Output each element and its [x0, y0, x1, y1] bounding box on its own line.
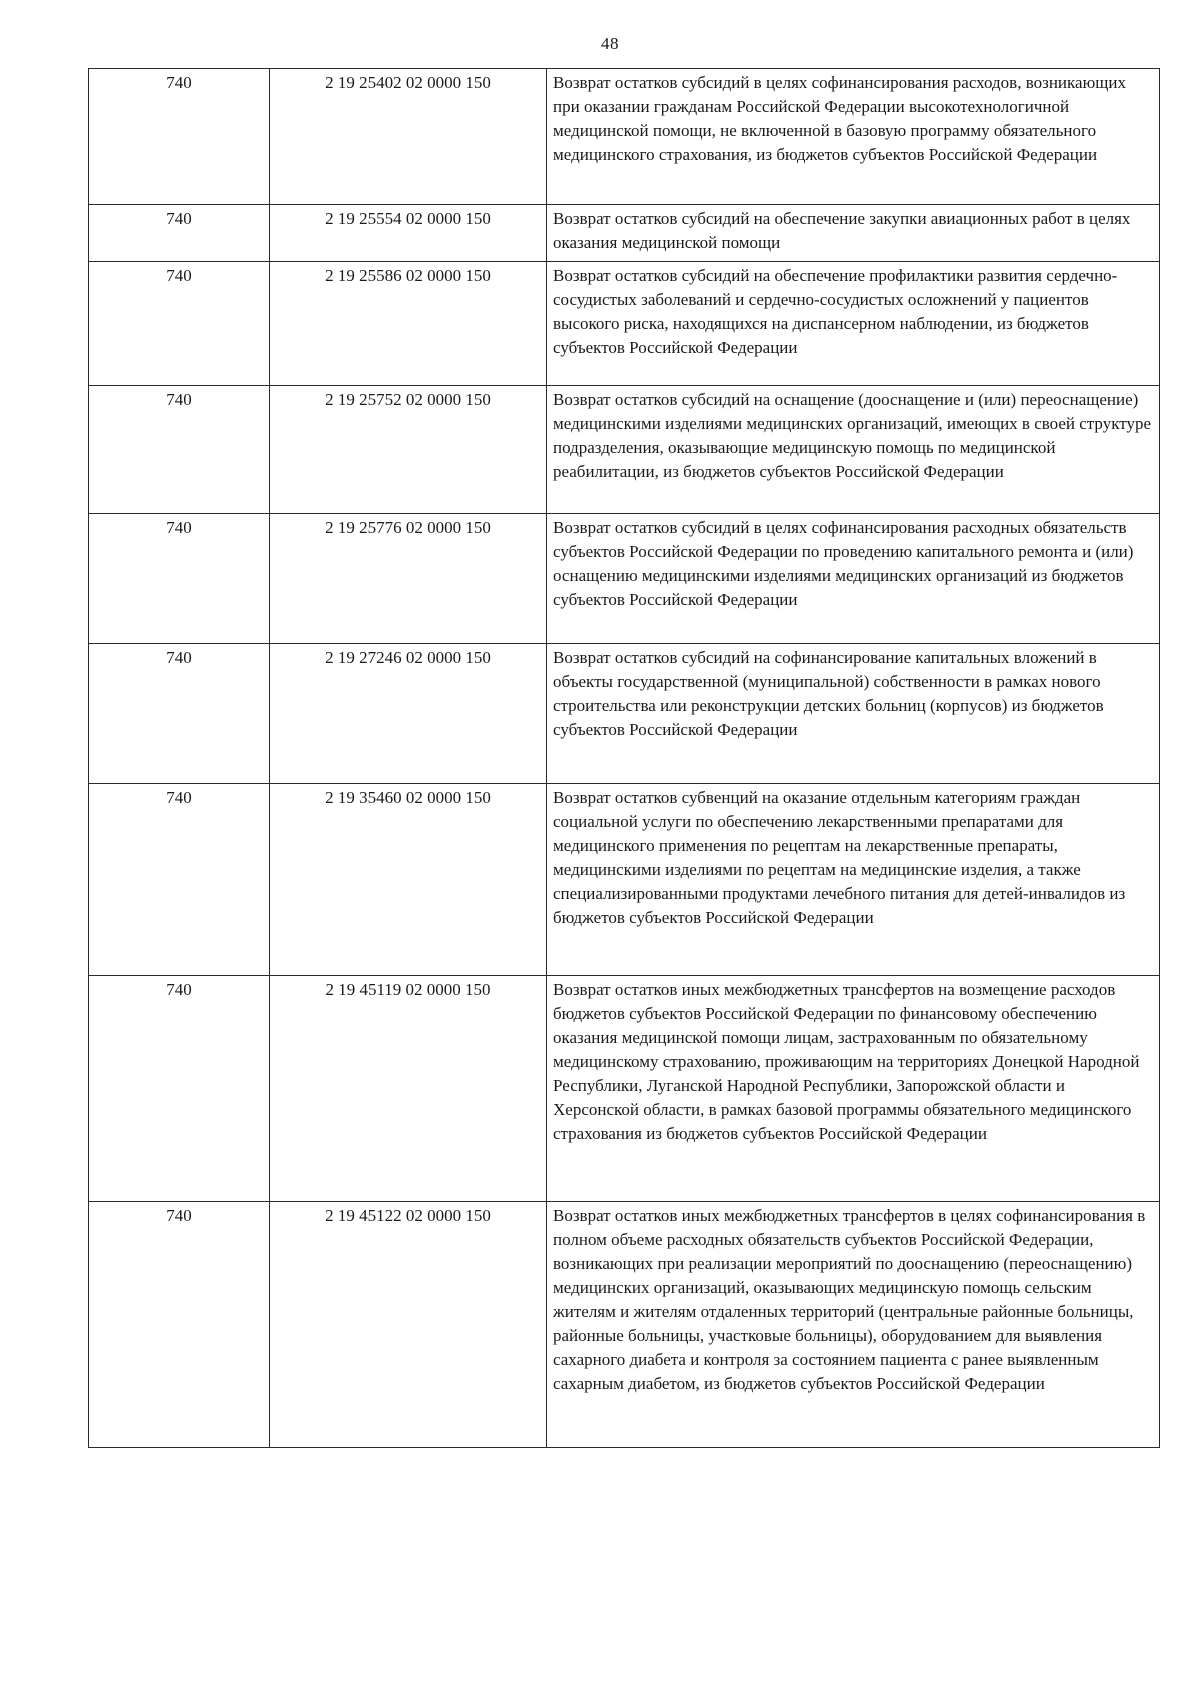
table-row [89, 205, 1160, 262]
admin-code-cell: 740 [89, 262, 270, 386]
admin-code-cell: 740 [89, 69, 270, 205]
description-cell: Возврат остатков субсидий на обеспечение закупки авиационных работ в целях оказания медицинской помощи [547, 205, 1160, 262]
admin-code-cell: 740 [89, 386, 270, 514]
budget-code-cell: 2 19 25586 02 0000 150 [270, 262, 547, 386]
description-cell: Возврат остатков субсидий в целях софинансирования расходных обязательств субъектов Российской Федерации по проведению капитального ремонта и (или) оснащению медицинскими изделиями медицинских организаций из бюджетов субъектов Российской Федерации [547, 514, 1160, 644]
description-cell: Возврат остатков субсидий на софинансирование капитальных вложений в объекты государственной (муниципальной) собственности в рамках нового строительства или реконструкции детских больниц (корпусов) из бюджетов субъектов Российской Федерации [547, 644, 1160, 784]
description-cell: Возврат остатков субсидий на оснащение (дооснащение и (или) переоснащение) медицинскими изделиями медицинских организаций, имеющих в своей структуре подразделения, оказывающие медицинскую помощь по медицинской реабилитации, из бюджетов субъектов Российской Федерации [547, 386, 1160, 514]
page-number: 48 [601, 34, 619, 53]
budget-code-cell: 2 19 35460 02 0000 150 [270, 784, 547, 976]
budget-code-cell: 2 19 25402 02 0000 150 [270, 69, 547, 205]
description-cell: Возврат остатков иных межбюджетных трансфертов на возмещение расходов бюджетов субъектов Российской Федерации по финансовому обеспечению оказания медицинской помощи лицам, застрахованным по обязательному медицинскому страхованию, проживающим на территориях Донецкой Народной Республики, Луганской Народной Республики, Запорожской области и Херсонской области, в рамках базовой программы обязательного медицинского страхования из бюджетов субъектов Российской Федерации [547, 976, 1160, 1202]
table-row [89, 644, 1160, 784]
budget-code-cell: 2 19 27246 02 0000 150 [270, 644, 547, 784]
table-row [89, 69, 1160, 205]
admin-code-cell: 740 [89, 205, 270, 262]
admin-code-cell: 740 [89, 1202, 270, 1448]
budget-code-cell: 2 19 25752 02 0000 150 [270, 386, 547, 514]
description-cell: Возврат остатков субсидий в целях софинансирования расходов, возникающих при оказании гражданам Российской Федерации высокотехнологичной медицинской помощи, не включенной в базовую программу обязательного медицинского страхования, из бюджетов субъектов Российской Федерации [547, 69, 1160, 205]
admin-code-cell: 740 [89, 976, 270, 1202]
table-row [89, 976, 1160, 1202]
description-cell: Возврат остатков субвенций на оказание отдельным категориям граждан социальной услуги по обеспечению лекарственными препаратами для медицинского применения по рецептам на лекарственные препараты, медицинскими изделиями по рецептам на медицинские изделия, а также специализированными продуктами лечебного питания для детей-инвалидов из бюджетов субъектов Российской Федерации [547, 784, 1160, 976]
budget-code-cell: 2 19 25776 02 0000 150 [270, 514, 547, 644]
budget-code-cell: 2 19 45122 02 0000 150 [270, 1202, 547, 1448]
admin-code-cell: 740 [89, 644, 270, 784]
budget-codes-table [88, 68, 1160, 1448]
budget-code-cell: 2 19 45119 02 0000 150 [270, 976, 547, 1202]
table-row [89, 262, 1160, 386]
table-row [89, 386, 1160, 514]
table-row [89, 1202, 1160, 1448]
table-row [89, 784, 1160, 976]
description-cell: Возврат остатков субсидий на обеспечение профилактики развития сердечно-сосудистых заболеваний и сердечно-сосудистых осложнений у пациентов высокого риска, находящихся на диспансерном наблюдении, из бюджетов субъектов Российской Федерации [547, 262, 1160, 386]
table-row [89, 514, 1160, 644]
admin-code-cell: 740 [89, 784, 270, 976]
admin-code-cell: 740 [89, 514, 270, 644]
budget-code-cell: 2 19 25554 02 0000 150 [270, 205, 547, 262]
description-cell: Возврат остатков иных межбюджетных трансфертов в целях софинансирования в полном объеме расходных обязательств субъектов Российской Федерации, возникающих при реализации мероприятий по дооснащению (переоснащению) медицинских организаций, оказывающих медицинскую помощь сельским жителям и жителям отдаленных территорий (центральные районные больницы, районные больницы, участковые больницы), оборудованием для выявления сахарного диабета и контроля за состоянием пациента с ранее выявленным сахарным диабетом, из бюджетов субъектов Российской Федерации [547, 1202, 1160, 1448]
